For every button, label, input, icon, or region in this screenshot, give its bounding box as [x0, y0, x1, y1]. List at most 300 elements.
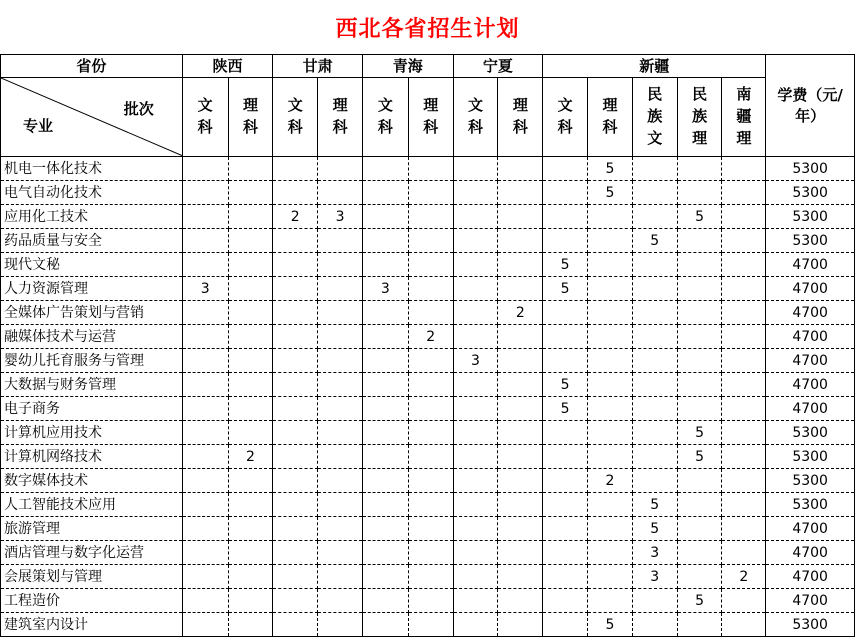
batch-header-cell — [182, 78, 228, 157]
quota-cell — [228, 517, 273, 541]
quota-cell: 3 — [362, 277, 408, 301]
quota-cell — [453, 541, 498, 565]
quota-cell — [677, 229, 722, 253]
quota-cell — [543, 445, 588, 469]
quota-cell — [362, 325, 408, 349]
batch-header-cell — [498, 78, 543, 157]
quota-cell — [273, 613, 318, 637]
table-row — [1, 469, 855, 493]
quota-cell — [318, 517, 363, 541]
quota-cell — [182, 373, 228, 397]
quota-cell — [453, 421, 498, 445]
quota-cell: 3 — [453, 349, 498, 373]
tuition-fee-cell: 4700 — [766, 349, 855, 373]
quota-cell — [273, 565, 318, 589]
quota-cell — [632, 445, 677, 469]
quota-cell — [677, 181, 722, 205]
table-row — [1, 589, 855, 613]
tuition-fee-cell: 5300 — [766, 493, 855, 517]
major-name-cell: 建筑室内设计 — [1, 613, 183, 637]
major-header: 专业 — [23, 117, 54, 135]
quota-cell — [182, 397, 228, 421]
quota-cell — [722, 349, 766, 373]
batch-header-cell — [722, 78, 766, 157]
quota-cell — [228, 253, 273, 277]
quota-cell — [362, 517, 408, 541]
table-row — [1, 349, 855, 373]
major-name-cell: 计算机应用技术 — [1, 421, 183, 445]
quota-cell — [453, 445, 498, 469]
table-row — [1, 205, 855, 229]
table-row — [1, 613, 855, 637]
quota-cell — [722, 253, 766, 277]
quota-cell: 3 — [632, 565, 677, 589]
batch-header-cell — [677, 78, 722, 157]
quota-cell — [543, 301, 588, 325]
quota-cell — [588, 349, 633, 373]
quota-cell — [498, 277, 543, 301]
quota-cell — [722, 541, 766, 565]
quota-cell — [408, 157, 453, 181]
quota-cell — [408, 613, 453, 637]
quota-cell — [632, 253, 677, 277]
quota-cell — [362, 253, 408, 277]
tuition-fee-cell: 4700 — [766, 373, 855, 397]
quota-cell — [677, 325, 722, 349]
table-row — [1, 157, 855, 181]
quota-cell — [632, 277, 677, 301]
quota-cell: 3 — [632, 541, 677, 565]
quota-cell — [588, 373, 633, 397]
batch-header-label: 文科 — [287, 96, 303, 136]
tuition-fee-cell: 5300 — [766, 205, 855, 229]
tuition-fee-cell: 5300 — [766, 421, 855, 445]
enrollment-plan-table — [0, 54, 855, 637]
major-name-cell: 融媒体技术与运营 — [1, 325, 183, 349]
quota-cell — [362, 373, 408, 397]
batch-header-label: 文科 — [468, 96, 484, 136]
quota-cell — [318, 157, 363, 181]
major-name-cell: 酒店管理与数字化运营 — [1, 541, 183, 565]
tuition-fee-cell: 4700 — [766, 277, 855, 301]
quota-cell — [498, 373, 543, 397]
quota-cell — [408, 205, 453, 229]
quota-cell — [588, 253, 633, 277]
quota-cell — [228, 397, 273, 421]
table-row — [1, 229, 855, 253]
quota-cell — [408, 229, 453, 253]
quota-cell — [228, 541, 273, 565]
quota-cell — [498, 565, 543, 589]
quota-cell — [228, 421, 273, 445]
quota-cell — [543, 589, 588, 613]
quota-cell — [273, 229, 318, 253]
quota-cell — [318, 229, 363, 253]
quota-cell — [632, 613, 677, 637]
quota-cell — [722, 205, 766, 229]
quota-cell — [677, 613, 722, 637]
table-row — [1, 541, 855, 565]
quota-cell — [318, 397, 363, 421]
tuition-fee-cell: 4700 — [766, 565, 855, 589]
province-4-header: 新疆 — [543, 55, 766, 78]
quota-cell — [228, 493, 273, 517]
quota-cell — [543, 565, 588, 589]
quota-cell: 2 — [228, 445, 273, 469]
quota-cell — [408, 301, 453, 325]
quota-cell — [588, 397, 633, 421]
major-name-cell: 人工智能技术应用 — [1, 493, 183, 517]
quota-cell — [362, 589, 408, 613]
quota-cell — [273, 181, 318, 205]
quota-cell — [318, 421, 363, 445]
major-name-cell: 大数据与财务管理 — [1, 373, 183, 397]
major-name-cell: 机电一体化技术 — [1, 157, 183, 181]
quota-cell — [273, 157, 318, 181]
major-name-cell: 会展策划与管理 — [1, 565, 183, 589]
table-row — [1, 493, 855, 517]
quota-cell — [362, 541, 408, 565]
tuition-fee-cell: 5300 — [766, 469, 855, 493]
quota-cell — [182, 469, 228, 493]
quota-cell — [632, 325, 677, 349]
quota-cell: 5 — [632, 517, 677, 541]
table-row — [1, 565, 855, 589]
quota-cell — [408, 565, 453, 589]
quota-cell — [408, 397, 453, 421]
quota-cell — [677, 565, 722, 589]
quota-cell — [498, 445, 543, 469]
quota-cell — [588, 589, 633, 613]
tuition-fee-cell: 4700 — [766, 541, 855, 565]
quota-cell — [273, 325, 318, 349]
batch-header-label: 文科 — [197, 96, 213, 136]
quota-cell — [228, 373, 273, 397]
quota-cell — [408, 277, 453, 301]
quota-cell — [228, 301, 273, 325]
quota-cell: 5 — [543, 373, 588, 397]
quota-cell — [632, 301, 677, 325]
table-row — [1, 445, 855, 469]
quota-cell — [362, 349, 408, 373]
quota-cell — [588, 421, 633, 445]
tuition-fee-cell: 4700 — [766, 253, 855, 277]
quota-cell — [182, 541, 228, 565]
tuition-fee-header: 学费（元/年） — [766, 55, 855, 157]
quota-cell: 2 — [273, 205, 318, 229]
quota-cell — [318, 277, 363, 301]
quota-cell — [543, 517, 588, 541]
quota-cell — [722, 421, 766, 445]
province-0-header: 陕西 — [182, 55, 273, 78]
quota-cell: 5 — [677, 589, 722, 613]
quota-cell — [182, 253, 228, 277]
quota-cell — [228, 469, 273, 493]
quota-cell — [543, 181, 588, 205]
quota-cell — [722, 589, 766, 613]
quota-cell — [722, 493, 766, 517]
quota-cell — [182, 157, 228, 181]
major-name-cell: 电子商务 — [1, 397, 183, 421]
quota-cell — [453, 229, 498, 253]
quota-cell — [588, 229, 633, 253]
batch-header-cell — [408, 78, 453, 157]
quota-cell — [453, 325, 498, 349]
quota-cell — [543, 157, 588, 181]
quota-cell — [318, 325, 363, 349]
batch-header-cell — [588, 78, 633, 157]
quota-cell — [228, 613, 273, 637]
quota-cell — [498, 205, 543, 229]
quota-cell — [408, 421, 453, 445]
quota-cell — [722, 157, 766, 181]
major-name-cell: 电气自动化技术 — [1, 181, 183, 205]
quota-cell — [632, 157, 677, 181]
quota-cell — [632, 205, 677, 229]
quota-cell: 5 — [588, 181, 633, 205]
quota-cell: 3 — [182, 277, 228, 301]
quota-cell — [543, 493, 588, 517]
quota-cell: 2 — [588, 469, 633, 493]
quota-cell — [632, 421, 677, 445]
major-name-cell: 旅游管理 — [1, 517, 183, 541]
quota-cell: 5 — [588, 613, 633, 637]
batch-header-label: 文科 — [377, 96, 393, 136]
quota-cell — [453, 517, 498, 541]
quota-cell — [677, 541, 722, 565]
quota-cell — [453, 373, 498, 397]
quota-cell: 5 — [543, 253, 588, 277]
province-1-header: 甘肃 — [273, 55, 363, 78]
table-row — [1, 421, 855, 445]
quota-cell — [182, 589, 228, 613]
quota-cell — [182, 445, 228, 469]
quota-cell — [543, 349, 588, 373]
quota-cell — [588, 541, 633, 565]
quota-cell — [722, 517, 766, 541]
quota-cell — [543, 541, 588, 565]
tuition-fee-cell: 4700 — [766, 397, 855, 421]
quota-cell — [677, 397, 722, 421]
table-row — [1, 181, 855, 205]
quota-cell — [498, 421, 543, 445]
quota-cell — [722, 229, 766, 253]
quota-cell — [453, 277, 498, 301]
quota-cell — [543, 469, 588, 493]
quota-cell — [318, 565, 363, 589]
quota-cell — [362, 421, 408, 445]
quota-cell — [498, 469, 543, 493]
quota-cell — [273, 469, 318, 493]
quota-cell — [453, 301, 498, 325]
quota-cell — [722, 613, 766, 637]
quota-cell — [632, 589, 677, 613]
quota-cell — [318, 253, 363, 277]
province-header: 省份 — [1, 55, 183, 78]
quota-cell — [632, 469, 677, 493]
batch-header-label: 民族理 — [692, 85, 708, 147]
quota-cell — [182, 493, 228, 517]
quota-cell — [408, 181, 453, 205]
tuition-fee-cell: 4700 — [766, 517, 855, 541]
quota-cell — [677, 301, 722, 325]
quota-cell: 5 — [632, 229, 677, 253]
quota-cell — [588, 565, 633, 589]
table-row — [1, 277, 855, 301]
province-3-header: 宁夏 — [453, 55, 543, 78]
tuition-fee-cell: 5300 — [766, 181, 855, 205]
batch-header-label: 民族文 — [647, 85, 663, 147]
quota-cell — [588, 517, 633, 541]
quota-cell: 5 — [543, 397, 588, 421]
quota-cell — [318, 301, 363, 325]
quota-cell — [498, 253, 543, 277]
quota-cell — [362, 397, 408, 421]
quota-cell — [408, 349, 453, 373]
quota-cell — [588, 445, 633, 469]
quota-cell: 2 — [722, 565, 766, 589]
batch-header-cell — [453, 78, 498, 157]
quota-cell — [632, 397, 677, 421]
tuition-fee-cell: 4700 — [766, 325, 855, 349]
quota-cell: 5 — [677, 205, 722, 229]
quota-cell — [588, 301, 633, 325]
batch-header: 批次 — [123, 100, 154, 118]
quota-cell — [182, 205, 228, 229]
quota-cell — [498, 229, 543, 253]
quota-cell — [453, 613, 498, 637]
quota-cell — [722, 181, 766, 205]
quota-cell — [677, 157, 722, 181]
quota-cell: 3 — [318, 205, 363, 229]
quota-cell — [677, 469, 722, 493]
quota-cell — [408, 493, 453, 517]
tuition-fee-cell: 5300 — [766, 157, 855, 181]
quota-cell — [498, 397, 543, 421]
quota-cell — [453, 397, 498, 421]
batch-header-cell — [273, 78, 318, 157]
batch-header-cell — [632, 78, 677, 157]
quota-cell — [722, 301, 766, 325]
tuition-fee-cell: 4700 — [766, 589, 855, 613]
quota-cell — [228, 181, 273, 205]
quota-cell — [722, 445, 766, 469]
quota-cell — [318, 493, 363, 517]
quota-cell — [498, 613, 543, 637]
quota-cell — [362, 613, 408, 637]
quota-cell — [318, 469, 363, 493]
page-title: 西北各省招生计划 — [335, 16, 520, 42]
quota-cell — [498, 325, 543, 349]
quota-cell — [318, 373, 363, 397]
batch-header-cell — [318, 78, 363, 157]
quota-cell — [408, 445, 453, 469]
quota-cell — [362, 229, 408, 253]
quota-cell — [318, 181, 363, 205]
quota-cell — [677, 493, 722, 517]
table-row — [1, 301, 855, 325]
quota-cell — [273, 421, 318, 445]
table-row — [1, 397, 855, 421]
quota-cell — [453, 181, 498, 205]
tuition-fee-cell: 5300 — [766, 445, 855, 469]
quota-cell — [453, 205, 498, 229]
quota-cell — [543, 229, 588, 253]
quota-cell — [722, 373, 766, 397]
quota-cell: 5 — [543, 277, 588, 301]
batch-header-cell — [362, 78, 408, 157]
quota-cell — [273, 301, 318, 325]
quota-cell — [453, 493, 498, 517]
quota-cell — [182, 325, 228, 349]
quota-cell — [273, 541, 318, 565]
major-name-cell: 全媒体广告策划与营销 — [1, 301, 183, 325]
quota-cell: 5 — [677, 445, 722, 469]
quota-cell — [228, 277, 273, 301]
batch-header-label: 理科 — [332, 96, 348, 136]
quota-cell — [498, 157, 543, 181]
major-name-cell: 应用化工技术 — [1, 205, 183, 229]
quota-cell — [408, 589, 453, 613]
batch-major-diagonal-header — [1, 78, 183, 157]
major-name-cell: 计算机网络技术 — [1, 445, 183, 469]
quota-cell: 2 — [408, 325, 453, 349]
quota-cell — [588, 493, 633, 517]
quota-cell — [498, 589, 543, 613]
quota-cell — [543, 421, 588, 445]
quota-cell — [408, 517, 453, 541]
batch-header-label: 理科 — [423, 96, 439, 136]
quota-cell — [182, 421, 228, 445]
quota-cell — [677, 373, 722, 397]
quota-cell — [182, 181, 228, 205]
quota-cell: 2 — [498, 301, 543, 325]
table-row — [1, 325, 855, 349]
quota-cell — [273, 349, 318, 373]
quota-cell — [362, 157, 408, 181]
quota-cell — [453, 589, 498, 613]
quota-cell — [453, 253, 498, 277]
quota-cell — [273, 445, 318, 469]
quota-cell — [408, 253, 453, 277]
quota-cell — [273, 589, 318, 613]
quota-cell — [498, 517, 543, 541]
quota-cell — [408, 541, 453, 565]
quota-cell — [543, 613, 588, 637]
quota-cell — [228, 157, 273, 181]
quota-cell — [228, 589, 273, 613]
quota-cell — [362, 565, 408, 589]
quota-cell — [543, 205, 588, 229]
tuition-fee-cell: 5300 — [766, 613, 855, 637]
quota-cell — [318, 613, 363, 637]
quota-cell — [588, 277, 633, 301]
quota-cell — [677, 277, 722, 301]
quota-cell — [228, 349, 273, 373]
quota-cell — [182, 349, 228, 373]
quota-cell — [632, 349, 677, 373]
quota-cell — [408, 469, 453, 493]
quota-cell — [182, 229, 228, 253]
quota-cell — [273, 253, 318, 277]
quota-cell — [677, 517, 722, 541]
quota-cell — [273, 517, 318, 541]
batch-header-label: 理科 — [602, 96, 618, 136]
tuition-fee-cell: 4700 — [766, 301, 855, 325]
quota-cell — [632, 373, 677, 397]
quota-cell — [453, 157, 498, 181]
quota-cell — [182, 613, 228, 637]
